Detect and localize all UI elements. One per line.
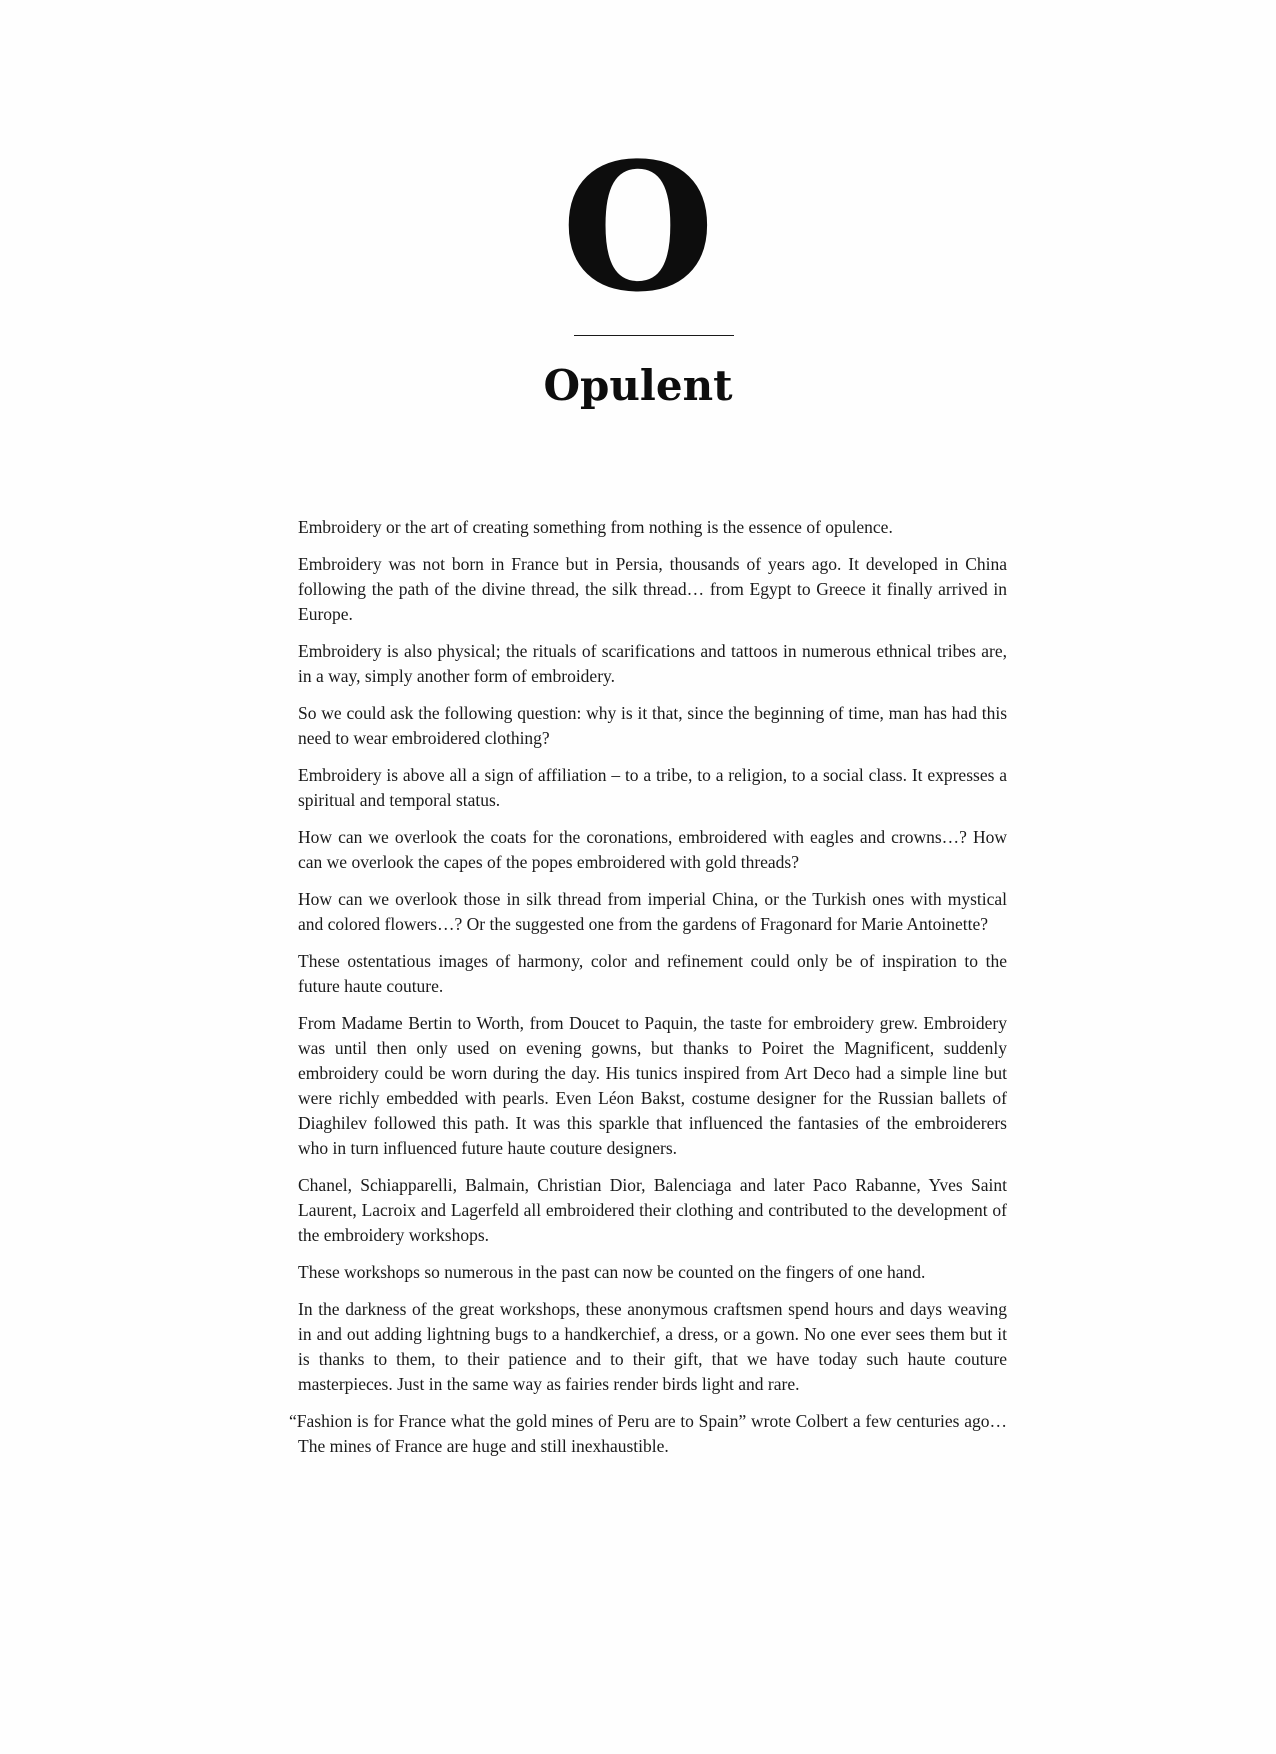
paragraph: Chanel, Schiapparelli, Balmain, Christian Dior, Balenciaga and later Paco Rabanne, Yves Saint Laurent, Lacroix and Lagerfeld all embroidered their clothing and contributed to the development of the embroidery workshops. <box>298 1175 1007 1245</box>
paragraph: How can we overlook the coats for the coronations, embroidered with eagles and crowns…? How can we overlook the capes of the popes embroidered with gold threads? <box>298 827 1007 872</box>
paragraph: From Madame Bertin to Worth, from Doucet to Paquin, the taste for embroidery grew. Embroidery was until then only used on evening gowns, but thanks to Poiret the Magnificent, suddenly embroidery could be worn during the day. His tunics inspired from Art Deco had a simple line but were richly embedded with pearls. Even Léon Bakst, costume designer for the Russian ballets of Diaghilev followed this path. It was this sparkle that influenced the fantasies of the embroiderers who in turn influenced future haute couture designers. <box>298 1013 1007 1158</box>
paragraph: These ostentatious images of harmony, color and refinement could only be of inspiration to the future haute couture. <box>298 951 1007 996</box>
chapter-letter: O <box>561 124 715 331</box>
paragraph: Embroidery is above all a sign of affiliation – to a tribe, to a religion, to a social class. It expresses a spiritual and temporal status. <box>298 765 1007 810</box>
title-divider <box>574 335 734 336</box>
body-text <box>289 515 1007 1471</box>
chapter-title: Opulent <box>543 361 733 410</box>
paragraph: Embroidery is also physical; the rituals of scarifications and tattoos in numerous ethnical tribes are, in a way, simply another form of embroidery. <box>298 641 1007 686</box>
paragraph: These workshops so numerous in the past can now be counted on the fingers of one hand. <box>298 1262 926 1282</box>
paragraph: In the darkness of the great workshops, these anonymous craftsmen spend hours and days weaving in and out adding lightning bugs to a handkerchief, a dress, or a gown. No one ever sees them but it is thanks to them, to their patience and to their gift, that we have today such haute couture masterpieces. Just in the same way as fairies render birds light and rare. <box>298 1299 1007 1394</box>
paragraph: Embroidery or the art of creating something from nothing is the essence of opulence. <box>298 517 893 537</box>
paragraph: Embroidery was not born in France but in Persia, thousands of years ago. It developed in China following the path of the divine thread, the silk thread… from Egypt to Greece it finally arrived in Europe. <box>298 554 1007 624</box>
closing-quote-paragraph: “Fashion is for France what the gold mines of Peru are to Spain” wrote Colbert a few centuries ago… The mines of France are huge and still inexhaustible. <box>289 1411 1007 1456</box>
paragraph: How can we overlook those in silk thread from imperial China, or the Turkish ones with mystical and colored flowers…? Or the suggested one from the gardens of Fragonard for Marie Antoinette? <box>298 889 1007 934</box>
paragraph: So we could ask the following question: why is it that, since the beginning of time, man has had this need to wear embroidered clothing? <box>298 703 1007 748</box>
